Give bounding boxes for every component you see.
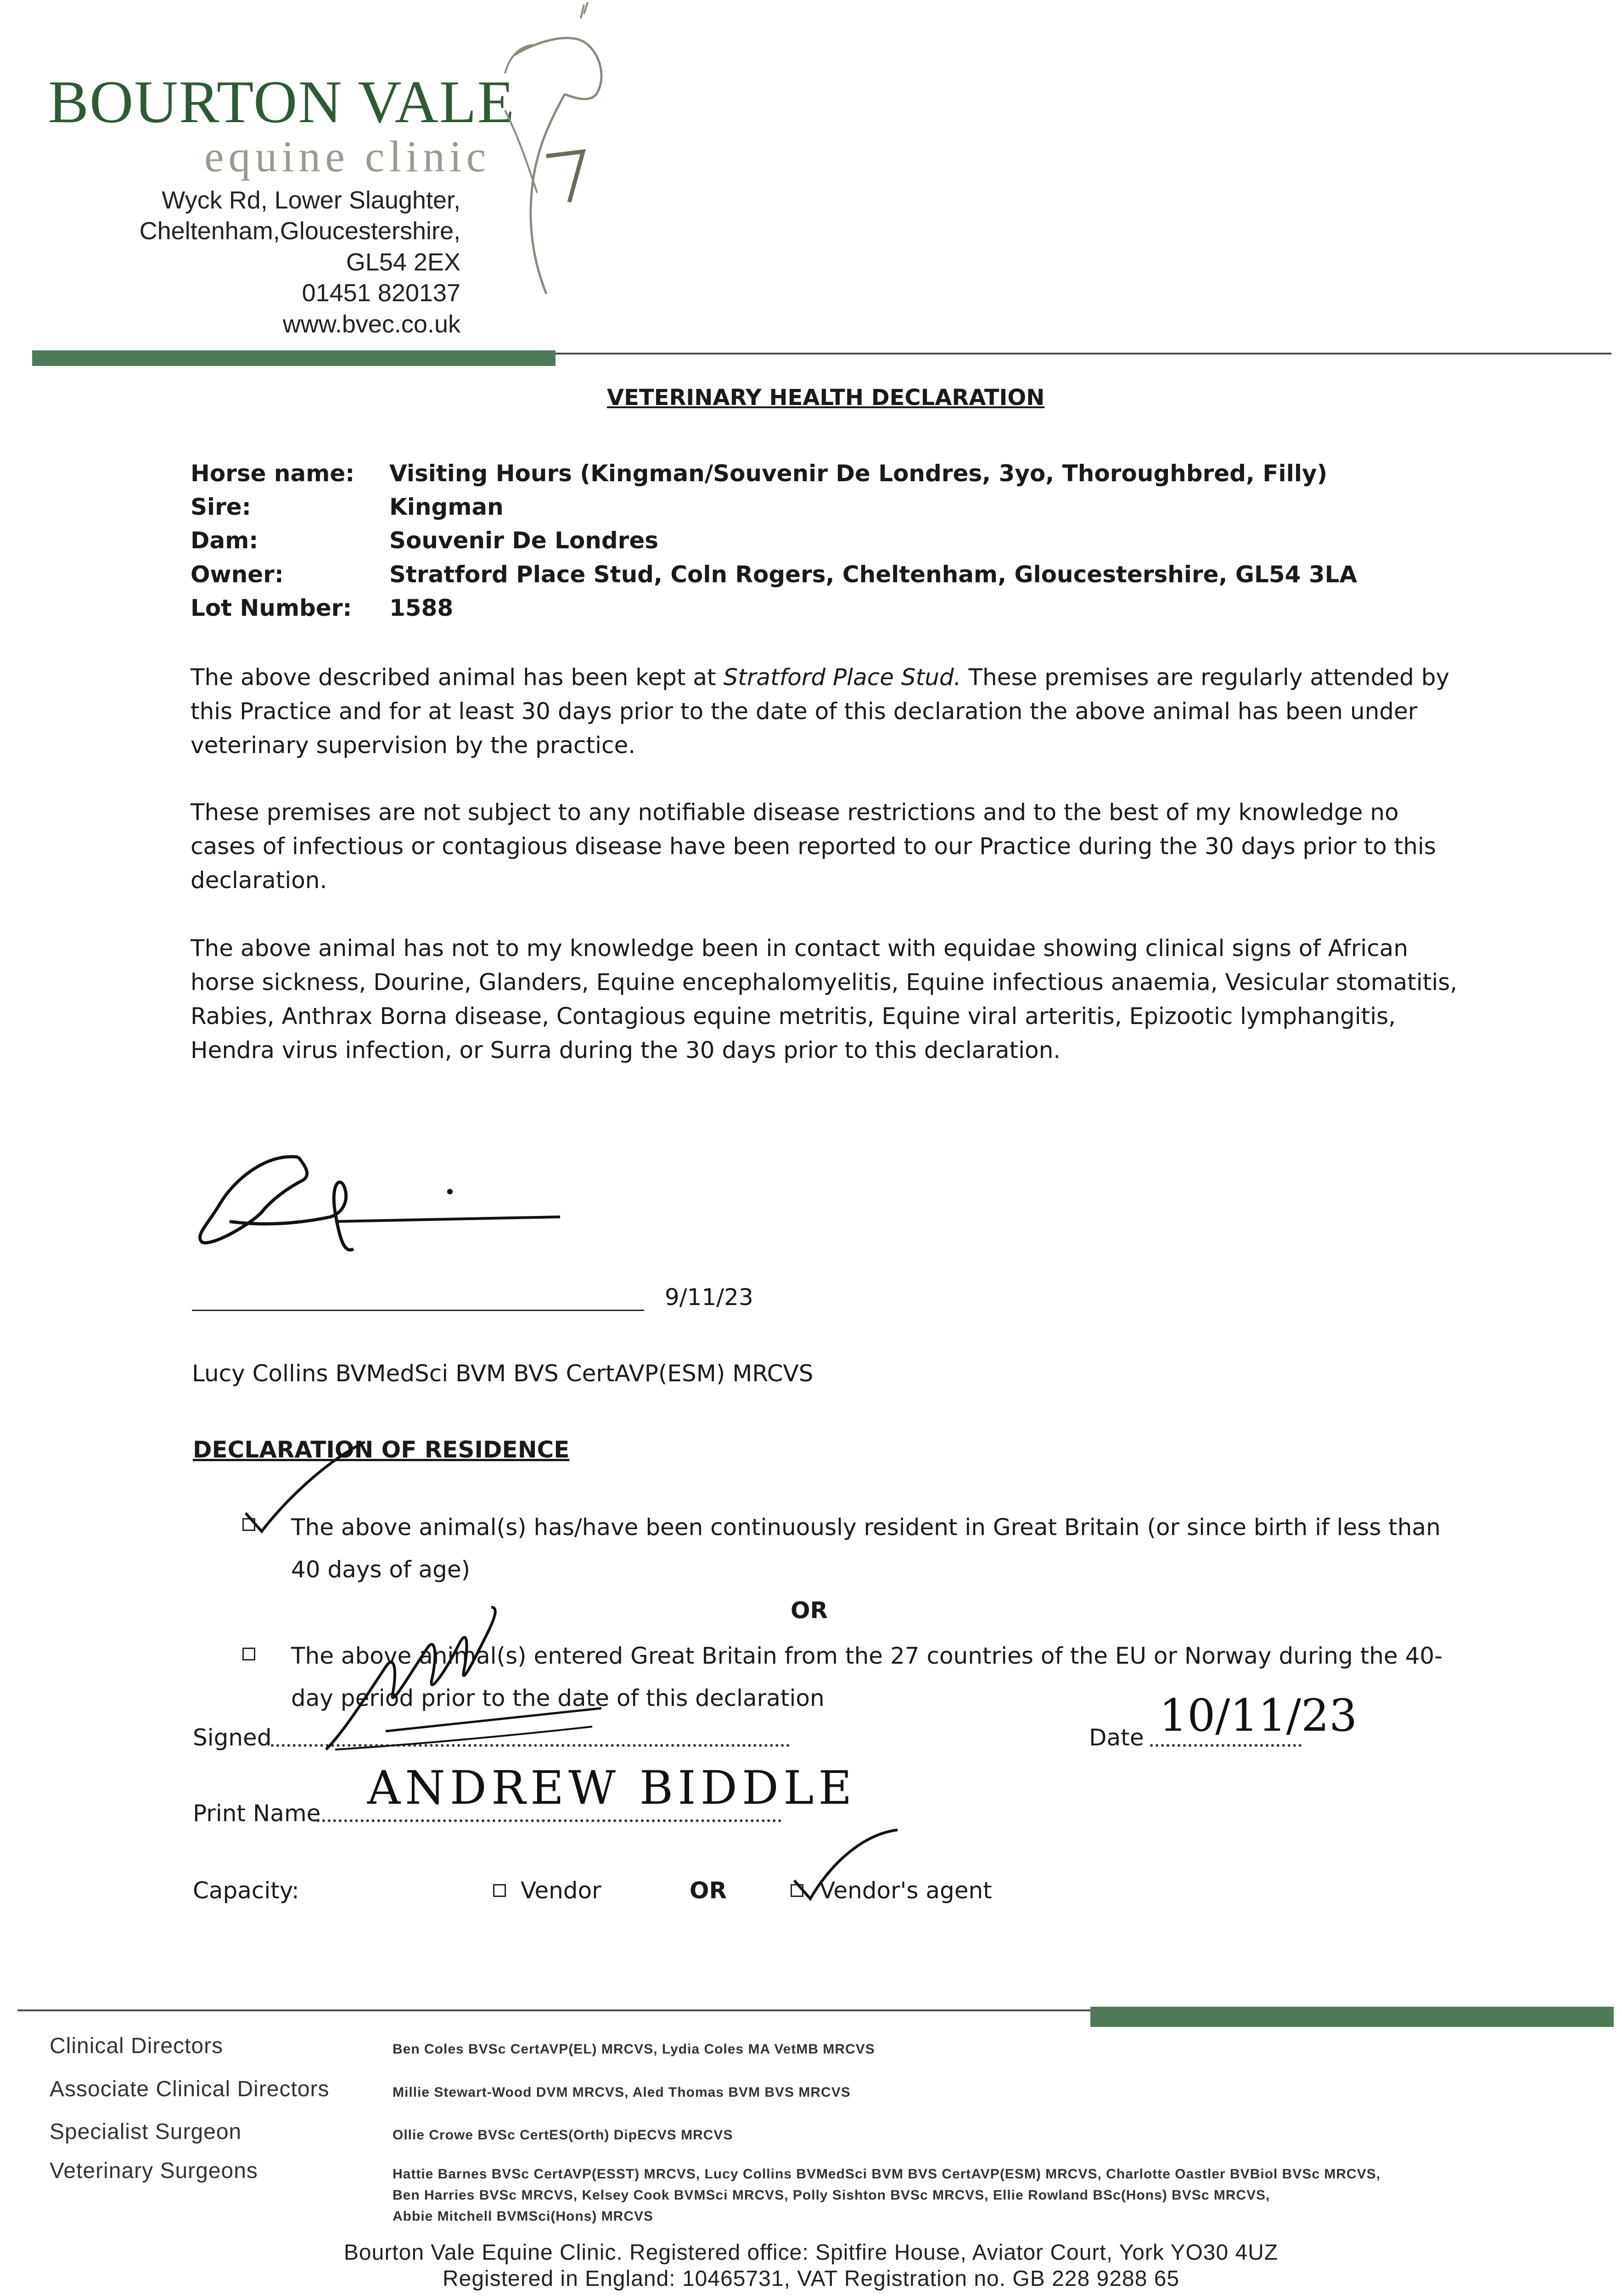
entered-gb-checkbox[interactable] xyxy=(242,1648,255,1660)
entered-gb-option-text: The above animal(s) entered Great Britain from the 27 countries of the EU or Norway during the 40-day period prior to the date of this declaration xyxy=(291,1643,1443,1711)
registered-office: Bourton Vale Equine Clinic. Registered office: Spitfire House, Aviator Court, York YO30 4UZ xyxy=(343,2240,1279,2265)
footer-names-clinical-directors: Ben Coles BVSc CertAVP(EL) MRCVS, Lydia Coles MA VetMB MRCVS xyxy=(393,2042,875,2057)
footer-accent-bar xyxy=(1090,2007,1614,2027)
address-postcode: GL54 2EX xyxy=(346,248,460,276)
supervision-paragraph: The above described animal has been kept at Stratford Place Stud. These premises are regularly attended by this Practice and for at least 30 days prior to the date of this declaration the above animal has been under veterinary supervision by the practice. xyxy=(191,664,1450,759)
horse-name-label: Horse name: xyxy=(191,460,355,487)
horse-head-logo-icon xyxy=(477,0,615,331)
footer-names-specialist-surgeon: Ollie Crowe BVSc CertES(Orth) DipECVS MRCVS xyxy=(393,2127,733,2143)
residence-or: OR xyxy=(791,1597,828,1624)
vet-signature-line xyxy=(192,1310,644,1311)
footer-names-veterinary-surgeons-3: Abbie Mitchell BVMSci(Hons) MRCVS xyxy=(393,2209,654,2224)
vendors-agent-option: Vendor's agent xyxy=(819,1877,992,1904)
premises-name: Stratford Place Stud. xyxy=(723,664,961,691)
vet-signature-icon xyxy=(193,1143,569,1263)
lot-number-label: Lot Number: xyxy=(191,595,352,621)
footer-role-veterinary-surgeons: Veterinary Surgeons xyxy=(50,2159,258,2183)
footer-names-associate-directors: Millie Stewart-Wood DVM MRCVS, Aled Thomas BVM BVS MRCVS xyxy=(393,2085,851,2100)
lot-number-value: 1588 xyxy=(389,595,454,621)
clinic-name: BOURTON VALE xyxy=(48,68,516,135)
residence-title: DECLARATION OF RESIDENCE xyxy=(193,1436,570,1463)
date-label: Date xyxy=(1089,1724,1144,1751)
owner-label: Owner: xyxy=(191,561,284,588)
address-line-2: Cheltenham,Gloucestershire, xyxy=(139,217,460,245)
owner-signature-icon xyxy=(317,1593,666,1763)
sire-label: Sire: xyxy=(191,494,251,520)
owner-value: Stratford Place Stud, Coln Rogers, Cheltenham, Gloucestershire, GL54 3LA xyxy=(389,561,1358,588)
footer-names-veterinary-surgeons-2: Ben Harries BVSc MRCVS, Kelsey Cook BVMSci MRCVS, Polly Sishton BVSc MRCVS, Ellie Rowland BSc(Hons) BVSc MRCVS, xyxy=(393,2188,1270,2203)
header-accent-bar xyxy=(32,350,556,366)
capacity-label: Capacity: xyxy=(193,1877,299,1904)
sire-value: Kingman xyxy=(389,494,504,520)
date-line xyxy=(1150,1744,1302,1747)
print-name-line xyxy=(317,1819,781,1822)
dam-value: Souvenir De Londres xyxy=(389,527,659,554)
footer-role-specialist-surgeon: Specialist Surgeon xyxy=(50,2120,242,2144)
clinic-subtitle: equine clinic xyxy=(204,132,491,181)
dam-label: Dam: xyxy=(191,527,258,554)
capacity-or: OR xyxy=(690,1877,727,1904)
horse-name-value: Visiting Hours (Kingman/Souvenir De Londres, 3yo, Thoroughbred, Filly) xyxy=(389,460,1328,487)
vendor-checkbox[interactable] xyxy=(493,1884,506,1897)
vet-name: Lucy Collins BVMedSci BVM BVS CertAVP(ESM) MRCVS xyxy=(192,1360,814,1387)
print-name-value: ANDREW BIDDLE xyxy=(367,1761,857,1815)
website: www.bvec.co.uk xyxy=(282,310,460,338)
footer-names-veterinary-surgeons-1: Hattie Barnes BVSc CertAVP(ESST) MRCVS, Lucy Collins BVMedSci BVM BVS CertAVP(ESM) MRCVS, Charlotte Oastler BVBiol BVSc MRCVS, xyxy=(393,2167,1381,2182)
print-name-label: Print Name xyxy=(193,1800,321,1827)
contact-paragraph: The above animal has not to my knowledge been in contact with equidae showing clinical signs of African horse sickness, Dourine, Glanders, Equine encephalomyelitis, Equine infectious anaemia, Vesicular stomatitis, Rabies, Anthrax Borna disease, Contagious equine metritis, Equine viral arteritis, Epizootic lymphangitis, Hendra virus infection, or Surra during the 30 days prior to this declaration. xyxy=(191,935,1458,1064)
vet-signature-date: 9/11/23 xyxy=(665,1284,753,1311)
resident-option-text: The above animal(s) has/have been continuously resident in Great Britain (or since birth if less than 40 days of age) xyxy=(291,1514,1441,1583)
footer-role-associate-directors: Associate Clinical Directors xyxy=(50,2077,330,2101)
document-title: VETERINARY HEALTH DECLARATION xyxy=(607,385,1045,411)
footer-role-clinical-directors: Clinical Directors xyxy=(50,2034,224,2058)
company-registration: Registered in England: 10465731, VAT Registration no. GB 228 9288 65 xyxy=(442,2267,1180,2291)
phone-number: 01451 820137 xyxy=(302,279,460,307)
disease-restriction-paragraph: These premises are not subject to any notifiable disease restrictions and to the best of my knowledge no cases of infectious or contagious disease have been reported to our Practice during the 30 days prior to this declaration. xyxy=(191,799,1436,894)
signed-label: Signed xyxy=(193,1724,272,1751)
address-line-1: Wyck Rd, Lower Slaughter, xyxy=(162,186,460,214)
residence-date: 10/11/23 xyxy=(1159,1690,1358,1741)
vendor-option: Vendor xyxy=(521,1877,601,1904)
